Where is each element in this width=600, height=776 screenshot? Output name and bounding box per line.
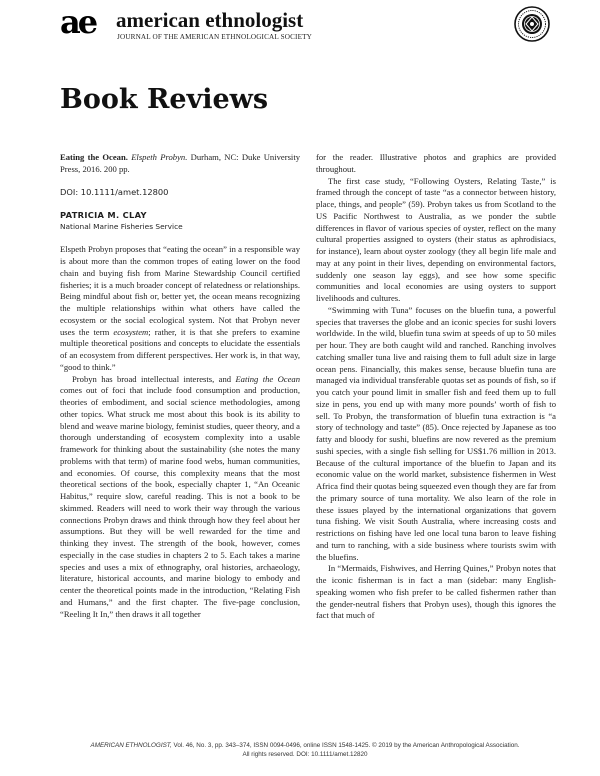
society-seal-icon [514,6,550,42]
left-paragraph-1: Elspeth Probyn proposes that “eating the ocean” in a responsible way is about more than the common tropes of eating lower on the food chain and buying fish from Marine Stewardship Council certified fisheries; it is a much broader concept of relatedness or relationships. Being mindful about fish or, better yet, the ocean means recognizing the multiple relationships within what others have called the ecosystem or the social ecological system. Not that Probyn never uses the term ecosystem; rather, it is that she prefers to examine multiple theoretical positions and concepts to elucidate the essentials of an ecosystem from different perspectives. Her work is, in that way, “good to think.” [60,244,300,372]
footer-line-2: All rights reserved. DOI: 10.1111/amet.12820 [242,751,368,758]
left-paragraph-2: Probyn has broad intellectual interests, and Eating the Ocean comes out of foci that include food consumption and production, theories of embodiment, and social science methodologies, among other topics. What struck me most about this book is its ability to blend and weave marine biology, feminist studies, queer theory, and a thorough understanding of ecosystem complexity into a usable framework for thinking about the sustainability (she notes the many problems with that term) of marine food webs, human communities, and economies. Of course, this complexity means that the most theoretical sections of the book, especially chapter 1, “An Oceanic Habitus,” require slow, careful reading. This is not a book to be skimmed. Readers will need to work their way through the various connections Probyn draws and think through how they feel about her assumptions. But they will be well rewarded for the time and thinking they invest. The strength of the book, however, comes especially in the case studies in chapters 2 to 5. Each takes a marine species and uses a mix of ethnography, oral histories, archaeology, literature, historical accounts, and marine biology to embody and center the theoretical points made in the introduction, “Relating Fish and Humans,” and the first chapter. The five-page conclusion, “Reeling It In,” then draws it all together [60,373,301,619]
right-column [316,152,556,622]
journal-logo-mark: ae [60,3,96,41]
journal-header [60,3,546,48]
review-doi: DOI: 10.1111/amet.12800 [60,186,169,197]
book-citation [60,152,300,176]
book-publication: Durham, NC: Duke University Press, 2016. 200 pp. [60,152,300,174]
section-title: Book Reviews [60,84,269,115]
book-author: Elspeth Probyn. [131,152,188,162]
journal-title: american ethnologist [116,8,304,32]
right-paragraph-2: “Swimming with Tuna” focuses on the bluefin tuna, a powerful species that traverses the globe and an iconic species for sushi lovers worldwide. In the wild, bluefin tuna swim at speeds of up to 50 miles per hour. They are both caught wild and ranched. Ranching involves catching smaller tuna live and raising them to full adult size in large ocean pens. Financially, this makes sense, because bluefin tuna are managed via individual transferable quotas set as pounds of fish, so if you catch your pound limit in smaller fish and feed them up to full size in pens, you end up with many more pounds’ worth of fish to sell. To Probyn, the transformation of bluefin tuna extraction is “a story of technology and taste” (85). Once rejected by Japanese as too fatty and bloody for sushi, bluefins are now revered as the premium sushi species, with a single fish selling for US$1.76 million in 2013. Because of the cultural importance of the bluefin to Japan and its economic value on the world market, subsistence fishermen in West Africa find their quotas being squeezed even though they are far from the primary source of tuna mortality. We also learn of the role in these issues played by the international organizations that govern tuna fishing. We visit South Australia, where increasing costs and restrictions on fishing have led one local tuna baron to leave fishing and turn to ranching, with a side business where tourists swim with the bluefins. [316,304,556,562]
journal-subtitle: JOURNAL OF THE AMERICAN ETHNOLOGICAL SOCIETY [117,33,312,41]
reviewer-affiliation: National Marine Fisheries Service [60,222,183,232]
reviewer-name: PATRICIA M. CLAY [60,210,147,221]
right-paragraph-0: for the reader. Illustrative photos and graphics are provided throughout. [316,152,556,174]
book-title: Eating the Ocean. [60,152,128,162]
left-column [60,152,300,620]
right-paragraph-3: In “Mermaids, Fishwives, and Herring Quines,” Probyn notes that the iconic fisherman is in fact a man (sidebar: many English-speaking women who fish prefer to be called fishermen rather than the gender-neutral fishers that Probyn uses), though this ignores the fact that much of [316,563,556,621]
footer-line-1: AMERICAN ETHNOLOGIST, Vol. 46, No. 3, pp. 343–374, ISSN 0094-0496, online ISSN 1548-1425. © 2019 by the American Anthropological Association. [90,742,520,749]
right-paragraph-1: The first case study, “Following Oysters, Relating Taste,” is framed through the concept of taste “as a connector between history, place, things, and people” (59). Probyn takes us from Scotland to the US Pacific Northwest to Australia, as we ponder the subtle differences in flavor of various species of oyster, reflect on the many cultural properties assigned to oysters (their status as aphrodisiacs, for instance), learn about oyster zoology (they all begin life male and may at any point in their lives, depending on environmental factors, suddenly one season lay eggs), and see how some specific communities and local economies are using oysters to support livelihoods and cultures. [316,175,556,303]
page-footer [60,741,550,759]
